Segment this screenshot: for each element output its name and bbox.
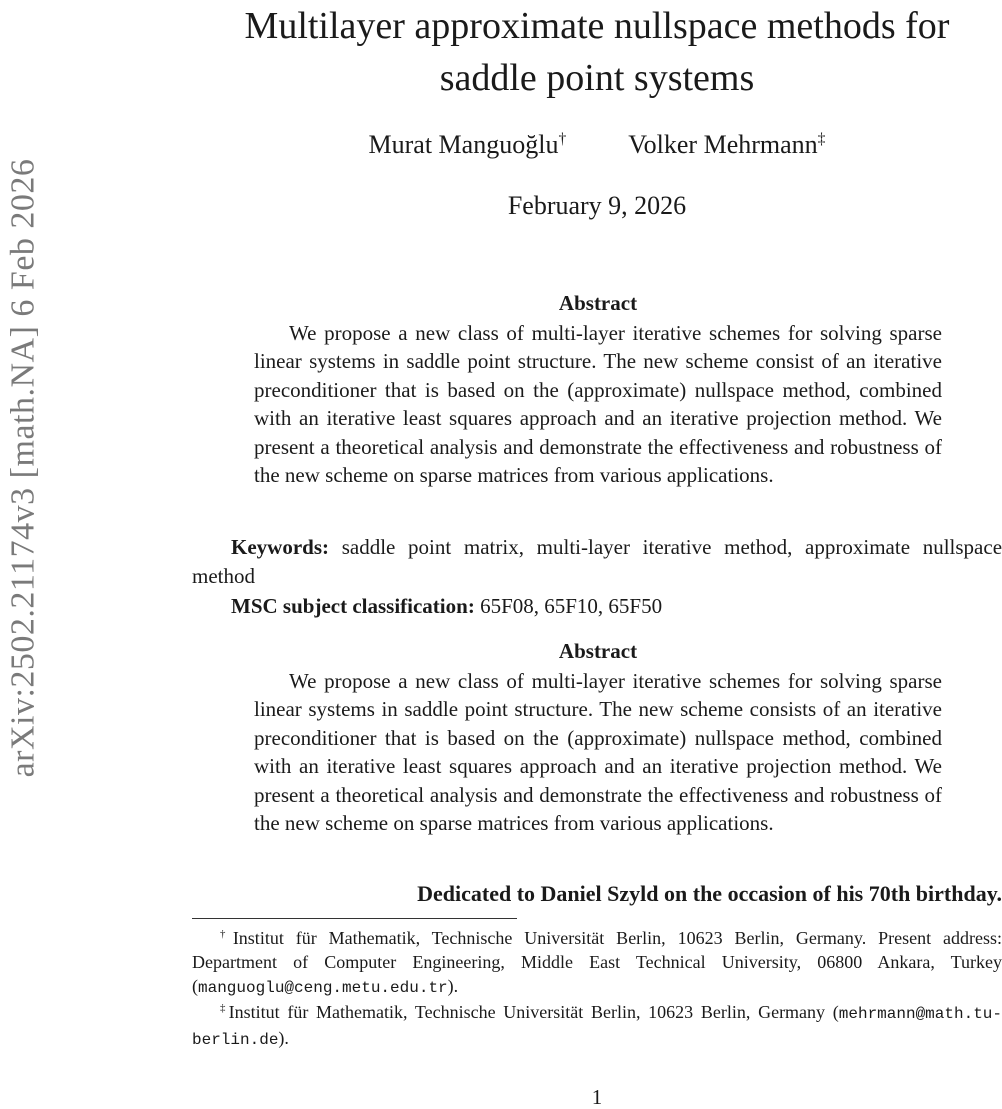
msc-label: MSC subject classification: [231, 594, 475, 618]
abstract-body-1: We propose a new class of multi-layer iterative schemes for solving sparse linear systems in saddle point structure. The new scheme consist of an iterative preconditioner that is based on the (approximate) nullspace method, combined with an iterative least squares approach and an iterative projection method. We present a theoretical analysis and demonstrate the effectiveness and robustness of the new scheme on sparse matrices from various applications. [254, 321, 942, 488]
abstract-heading-1: Abstract [558, 291, 638, 315]
arxiv-identifier: arXiv:2502.21174v3 [math.NA] 6 Feb 2026 [4, 158, 41, 778]
author-1-mark: † [558, 130, 567, 148]
page-number: 1 [591, 1085, 603, 1109]
dedication: Dedicated to Daniel Szyld on the occasion of his 70th birthday. [417, 881, 1002, 906]
footnote-1 [192, 926, 1002, 1000]
footnote-1-text: Institut für Mathematik, Technische Universität Berlin, 10623 Berlin, Germany. Present address: Department of Computer Engineering, Middle East Technical University, 06800 Ankara, Turkey ( [192, 928, 1002, 996]
footnote-2-email[interactable]: mehrmann@math.tu-berlin.de [192, 1005, 1002, 1049]
keywords-label: Keywords: [231, 535, 329, 559]
footnote-2-text: Institut für Mathematik, Technische Universität Berlin, 10623 Berlin, Germany ( [228, 1002, 839, 1022]
author-2-name: Volker Mehrmann [628, 130, 818, 159]
footnote-1-close: ). [447, 976, 459, 996]
footnote-1-mark: † [220, 928, 233, 940]
arxiv-sidebar-stamp [5, 92, 41, 844]
abstract-heading-2: Abstract [558, 639, 638, 663]
author-list [192, 128, 1002, 162]
footnote-2-mark: ‡ [220, 1002, 229, 1014]
title-line-2: saddle point systems [439, 57, 755, 99]
author-2-mark: ‡ [817, 130, 826, 148]
footnote-rule [192, 918, 517, 919]
keywords-text: saddle point matrix, multi-layer iterative method, approximate nullspace method [192, 535, 1002, 588]
msc-classification [231, 592, 1002, 621]
title-line-1: Multilayer approximate nullspace methods for [244, 5, 950, 47]
footnote-1-email[interactable]: manguoglu@ceng.metu.edu.tr [198, 979, 448, 997]
msc-codes: 65F08, 65F10, 65F50 [480, 594, 663, 618]
abstract-body-2: We propose a new class of multi-layer iterative schemes for solving sparse linear systems in saddle point structure. The new scheme consists of an iterative preconditioner that is based on the (approximate) nullspace method, combined with an iterative least squares approach and an iterative projection method. We present a theoretical analysis and demonstrate the effectiveness and robustness of the new scheme on sparse matrices from various applications. [254, 669, 942, 836]
keywords [192, 533, 1002, 591]
paper-title [192, 0, 1002, 104]
paper-date: February 9, 2026 [507, 191, 687, 220]
author-1-name: Murat Manguoğlu [368, 130, 559, 159]
footnote-2 [192, 1000, 1002, 1052]
author-1 [369, 130, 567, 159]
footnote-2-close: ). [278, 1028, 289, 1048]
author-2 [628, 130, 825, 159]
